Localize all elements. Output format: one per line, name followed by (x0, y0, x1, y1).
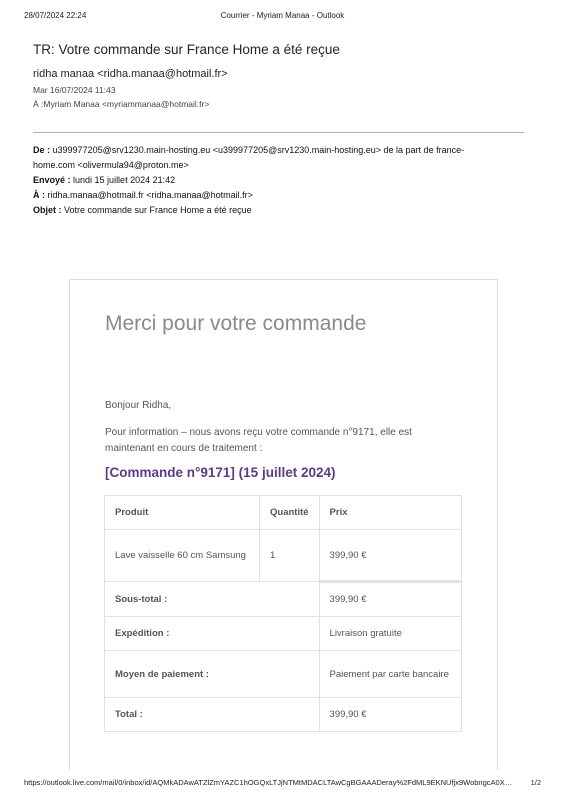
email-subject: TR: Votre commande sur France Home a été reçue (33, 42, 340, 57)
forwarded-subject (33, 203, 503, 218)
table-header-row (105, 496, 462, 530)
email-sender[interactable]: ridha manaa <ridha.manaa@hotmail.fr> (33, 68, 228, 80)
forwarded-from (33, 143, 503, 173)
forwarded-to (33, 188, 503, 203)
print-header (24, 11, 541, 23)
greeting: Bonjour Ridha, (105, 400, 172, 411)
print-title: Courrier - Myriam Manaa - Outlook (220, 11, 345, 20)
table-row (105, 530, 462, 582)
payment-value: Paiement par carte bancaire (319, 651, 461, 698)
order-info: Pour information – nous avons reçu votre commande n°9171, elle est maintenant en cours de traitement : (105, 427, 412, 454)
forwarded-sent-label: Envoyé : (33, 175, 71, 185)
print-date: 28/07/2024 22:24 (24, 11, 87, 20)
forwarded-header (33, 143, 503, 218)
total-label: Total : (105, 698, 320, 732)
shipping-label: Expédition : (105, 617, 320, 651)
column-header-product: Produit (105, 496, 260, 530)
forwarded-to-value: ridha.manaa@hotmail.fr <ridha.manaa@hotmail.fr> (47, 190, 253, 200)
subtotal-row (105, 582, 462, 617)
shipping-value: Livraison gratuite (319, 617, 461, 651)
subtotal-label: Sous-total : (105, 582, 320, 617)
forwarded-sent (33, 173, 503, 188)
print-footer (24, 778, 541, 790)
forwarded-sent-value: lundi 15 juillet 2024 21:42 (73, 175, 176, 185)
forwarded-from-value: u399977205@srv1230.main-hosting.eu <u399977205@srv1230.main-hosting.eu> de la part de france-home.com <olivermula94@proton.me> (33, 145, 465, 170)
payment-row (105, 651, 462, 698)
forwarded-from-label: De : (33, 145, 51, 155)
total-row (105, 698, 462, 732)
item-price: 399,90 € (319, 530, 461, 582)
email-sent-date: Mar 16/07/2024 11:43 (33, 85, 116, 95)
column-header-quantity: Quantité (260, 496, 320, 530)
forwarded-to-label: À : (33, 190, 45, 200)
forwarded-subject-label: Objet : (33, 205, 62, 215)
order-heading[interactable]: [Commande n°9171] (15 juillet 2024) (105, 465, 336, 480)
forwarded-subject-value: Votre commande sur France Home a été reçue (64, 205, 252, 215)
divider (33, 132, 524, 133)
payment-label: Moyen de paiement : (105, 651, 320, 698)
item-product: Lave vaisselle 60 cm Samsung (105, 530, 260, 582)
shipping-row (105, 617, 462, 651)
order-confirmation-card (69, 279, 498, 770)
column-header-price: Prix (319, 496, 461, 530)
page-number: 1/2 (530, 778, 541, 787)
subtotal-value: 399,90 € (319, 582, 461, 617)
print-url: https://outlook.live.com/mail/0/inbox/id/AQMkADAwATZlZmYAZC1hOGQxLTJjNTMtMDACLTAwCgBGAAADeray%2FdML9EKNUfjx9WobngcA0X… (24, 778, 513, 787)
order-table (104, 495, 462, 732)
card-title: Merci pour votre commande (105, 312, 367, 335)
item-quantity: 1 (260, 530, 320, 582)
email-recipient: À :Myriam Manaa <myriammanaa@hotmail.fr> (33, 99, 210, 109)
total-value: 399,90 € (319, 698, 461, 732)
